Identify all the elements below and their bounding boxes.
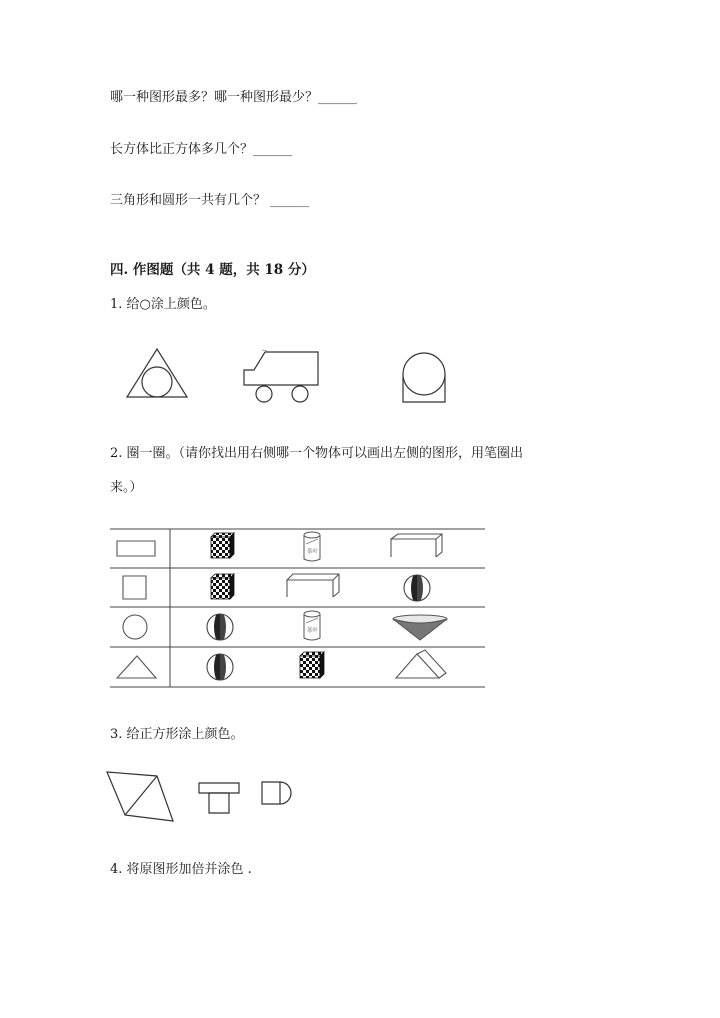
question-most-least: 哪一种图形最多？哪一种图形最少？______ (110, 90, 358, 105)
item-2-prompt-line2: 来。） (110, 480, 143, 495)
row3-cone (393, 615, 447, 640)
row1-rectangle-shape (117, 541, 155, 556)
row4-triangle-shape (117, 656, 156, 678)
car-body-shape (244, 352, 318, 385)
item-2-prompt-line1: 2. 圈一圈。（请你找出用右侧哪一个物体可以画出左侧的图形，用笔圈出 (110, 446, 524, 461)
row1-open-box (391, 534, 442, 557)
row4-triangular-prism (396, 650, 446, 678)
row2-ball (404, 575, 430, 601)
item-3-figures (104, 766, 304, 826)
matching-table (108, 526, 488, 691)
inscribed-circle-shape (142, 367, 172, 397)
row2-square-shape (123, 576, 146, 599)
section-heading: 四. 作图题（共 4 题，共 18 分） (110, 262, 315, 278)
car-wheel-rear (292, 386, 308, 402)
car-figure (242, 348, 332, 408)
triangle-with-circle-figure (120, 345, 200, 405)
row3-tea-can (304, 611, 320, 640)
item-4-prompt: 4. 将原图形加倍并涂色 . (110, 862, 252, 877)
question-cuboid-vs-cube: 长方体比正方体多几个？______ (110, 142, 293, 157)
row3-circle-shape (123, 615, 147, 639)
row1-checker-cube (211, 533, 234, 558)
row2-checker-cube (211, 574, 234, 599)
row4-ball (207, 654, 233, 680)
row2-open-box (287, 574, 339, 597)
t-shape-figure (199, 783, 239, 813)
circle-on-square-figure (398, 348, 458, 408)
question-triangle-circle-count: 三角形和圆形一共有几个？ ______ (110, 193, 310, 208)
car-antenna-mark (262, 350, 267, 351)
parallelogram-figure (107, 772, 173, 821)
row3-ball (207, 614, 233, 640)
tea-can-label: 茶叶 (307, 628, 319, 634)
tea-can-label: 茶叶 (307, 549, 319, 555)
item-3-prompt: 3. 给正方形涂上颜色。 (110, 727, 244, 742)
top-circle-shape (403, 353, 445, 395)
square-semicircle-figure (262, 782, 291, 804)
row1-tea-can (304, 532, 320, 561)
table-grid (110, 529, 485, 687)
car-wheel-front (256, 386, 272, 402)
row4-checker-cube (300, 652, 324, 678)
triangle-shape (127, 349, 187, 397)
item-1-prompt: 1. 给○涂上颜色。 (110, 297, 216, 312)
